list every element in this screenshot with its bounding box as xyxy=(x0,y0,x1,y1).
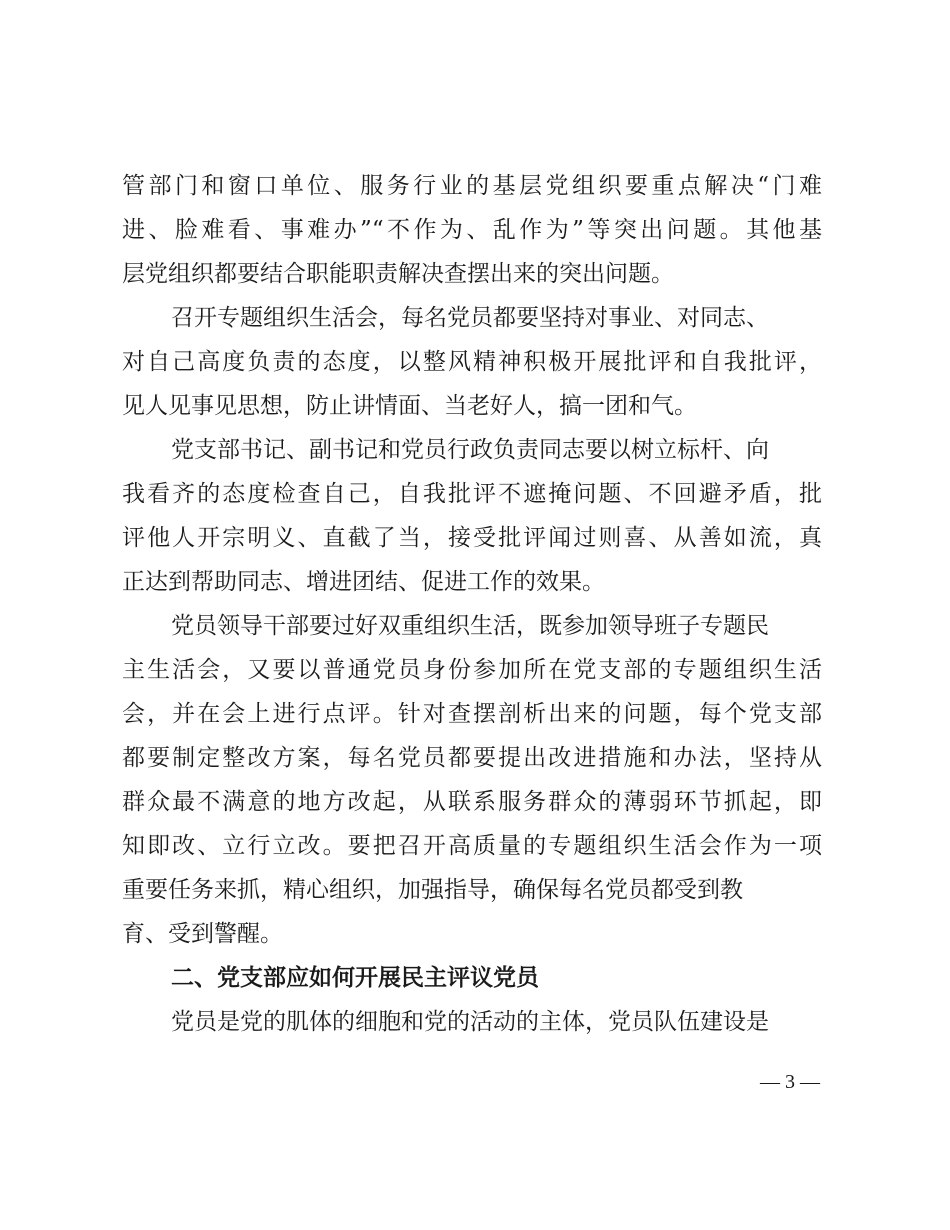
text-line: 对自己高度负责的态度，以整风精神积极开展批评和自我批评， xyxy=(122,349,822,375)
text-line: 知即改、立行立改。要把召开高质量的专题组织生活会作为一项 xyxy=(122,833,822,859)
text-line: 进、脸难看、事难办”“不作为、乱作为”等突出问题。其他基 xyxy=(122,217,822,243)
section-heading: 二、党支部应如何开展民主评议党员 xyxy=(171,965,539,991)
text-line: 召开专题组织生活会，每名党员都要坚持对事业、对同志、 xyxy=(171,305,769,331)
text-line: 都要制定整改方案，每名党员都要提出改进措施和办法，坚持从 xyxy=(122,745,822,771)
text-line: 党支部书记、副书记和党员行政负责同志要以树立标杆、向 xyxy=(171,437,769,463)
text-line: 会，并在会上进行点评。针对查摆剖析出来的问题，每个党支部 xyxy=(122,701,822,727)
text-line: 育、受到警醒。 xyxy=(122,921,283,947)
text-line: 主生活会，又要以普通党员身份参加所在党支部的专题组织生活 xyxy=(122,657,822,683)
text-line: 党员是党的肌体的细胞和党的活动的主体，党员队伍建设是 xyxy=(171,1009,769,1035)
page-number: — 3 — xyxy=(760,1071,820,1093)
text-line: 管部门和窗口单位、服务行业的基层党组织要重点解决“门难 xyxy=(122,173,822,199)
text-line: 重要任务来抓，精心组织，加强指导，确保每名党员都受到教 xyxy=(122,877,743,903)
text-line: 评他人开宗明义、直截了当，接受批评闻过则喜、从善如流，真 xyxy=(122,525,822,551)
text-line: 党员领导干部要过好双重组织生活，既参加领导班子专题民 xyxy=(171,613,769,639)
text-line: 正达到帮助同志、增进团结、促进工作的效果。 xyxy=(122,569,605,595)
text-line: 层党组织都要结合职能职责解决查摆出来的突出问题。 xyxy=(122,261,674,287)
text-line: 我看齐的态度检查自己，自我批评不遮掩问题、不回避矛盾，批 xyxy=(122,481,822,507)
text-line: 见人见事见思想，防止讲情面、当老好人，搞一团和气。 xyxy=(122,393,697,419)
text-line: 群众最不满意的地方改起，从联系服务群众的薄弱环节抓起，即 xyxy=(122,789,822,815)
